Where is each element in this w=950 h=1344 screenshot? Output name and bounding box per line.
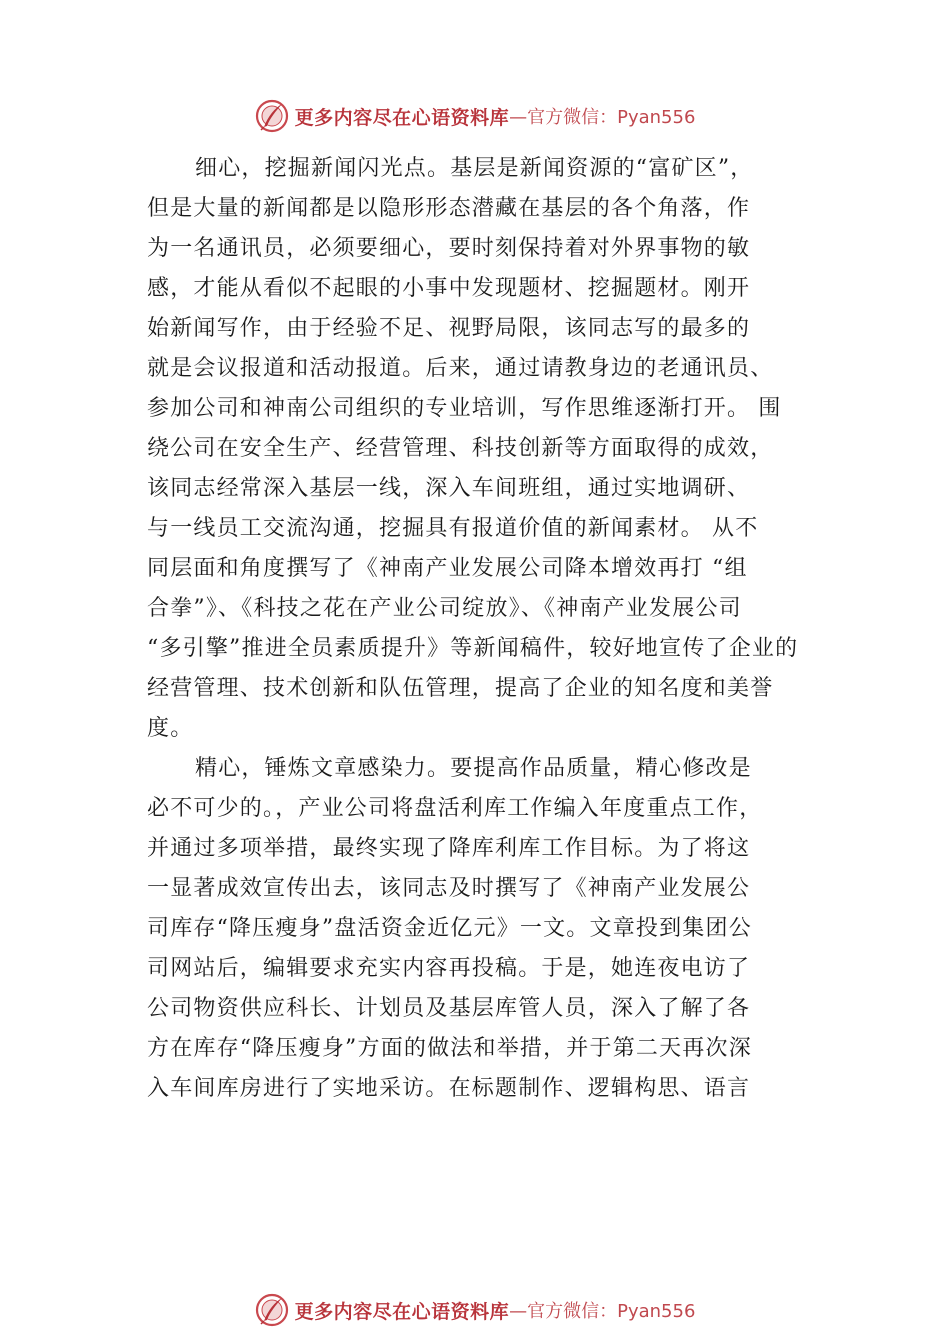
footer-banner: [0, 1290, 950, 1330]
text-line: 一显著成效宣传出去，该同志及时撰写了《神南产业发展公: [147, 876, 751, 901]
header-banner: [0, 96, 950, 136]
text-line: “多引擎”推进全员素质提升》等新闻稿件，较好地宣传了企业的: [147, 636, 799, 661]
text-line: 经营管理、技术创新和队伍管理，提高了企业的知名度和美誉: [147, 676, 774, 701]
text-line: 为一名通讯员，必须要细心，要时刻保持着对外界事物的敏: [147, 236, 751, 261]
banner-subtitle: —官方微信：Pyan556: [509, 107, 696, 128]
quill-logo-icon: [255, 99, 289, 133]
banner-title: 更多内容尽在心语资料库: [294, 106, 510, 129]
text-line: 公司物资供应科长、计划员及基层库管人员，深入了解了各: [147, 996, 751, 1021]
document-body: [147, 149, 827, 1109]
text-line: 入车间库房进行了实地采访。在标题制作、逻辑构思、语言: [147, 1076, 751, 1101]
text-line: 就是会议报道和活动报道。后来，通过请教身边的老通讯员、: [147, 356, 774, 381]
text-line: 参加公司和神南公司组织的专业培训，写作思维逐渐打开。 围: [147, 396, 782, 421]
text-line: 度。: [147, 716, 194, 741]
text-line: 绕公司在安全生产、经营管理、科技创新等方面取得的成效，: [147, 436, 774, 461]
quill-logo-icon: [255, 1293, 289, 1327]
text-line: 该同志经常深入基层一线，深入车间班组，通过实地调研、: [147, 476, 751, 501]
text-line: 始新闻写作，由于经验不足、视野局限，该同志写的最多的: [147, 316, 751, 341]
text-line: 必不可少的。，产业公司将盘活利库工作编入年度重点工作，: [147, 796, 763, 821]
paragraph-1: [147, 149, 827, 749]
text-line: 司库存“降压瘦身”盘活资金近亿元》一文。文章投到集团公: [147, 916, 752, 941]
paragraph-2: [147, 749, 827, 1109]
text-line: 方在库存“降压瘦身”方面的做法和举措，并于第二天再次深: [147, 1036, 752, 1061]
text-line: 细心，挖掘新闻闪光点。基层是新闻资源的“富矿区”，: [195, 156, 754, 181]
banner-subtitle: —官方微信：Pyan556: [509, 1301, 696, 1322]
text-line: 合拳”》、《科技之花在产业公司绽放》、《神南产业发展公司: [147, 596, 742, 621]
text-line: 但是大量的新闻都是以隐形形态潜藏在基层的各个角落，作: [147, 196, 751, 221]
text-line: 精心，锤炼文章感染力。要提高作品质量，精心修改是: [195, 756, 752, 781]
text-line: 司网站后，编辑要求充实内容再投稿。于是，她连夜电访了: [147, 956, 751, 981]
banner-title: 更多内容尽在心语资料库: [294, 1300, 510, 1323]
text-line: 同层面和角度撰写了《神南产业发展公司降本增效再打 “组: [147, 556, 748, 581]
text-line: 感，才能从看似不起眼的小事中发现题材、挖掘题材。刚开: [147, 276, 751, 301]
text-line: 与一线员工交流沟通，挖掘具有报道价值的新闻素材。 从不: [147, 516, 759, 541]
text-line: 并通过多项举措，最终实现了降库利库工作目标。为了将这: [147, 836, 751, 861]
